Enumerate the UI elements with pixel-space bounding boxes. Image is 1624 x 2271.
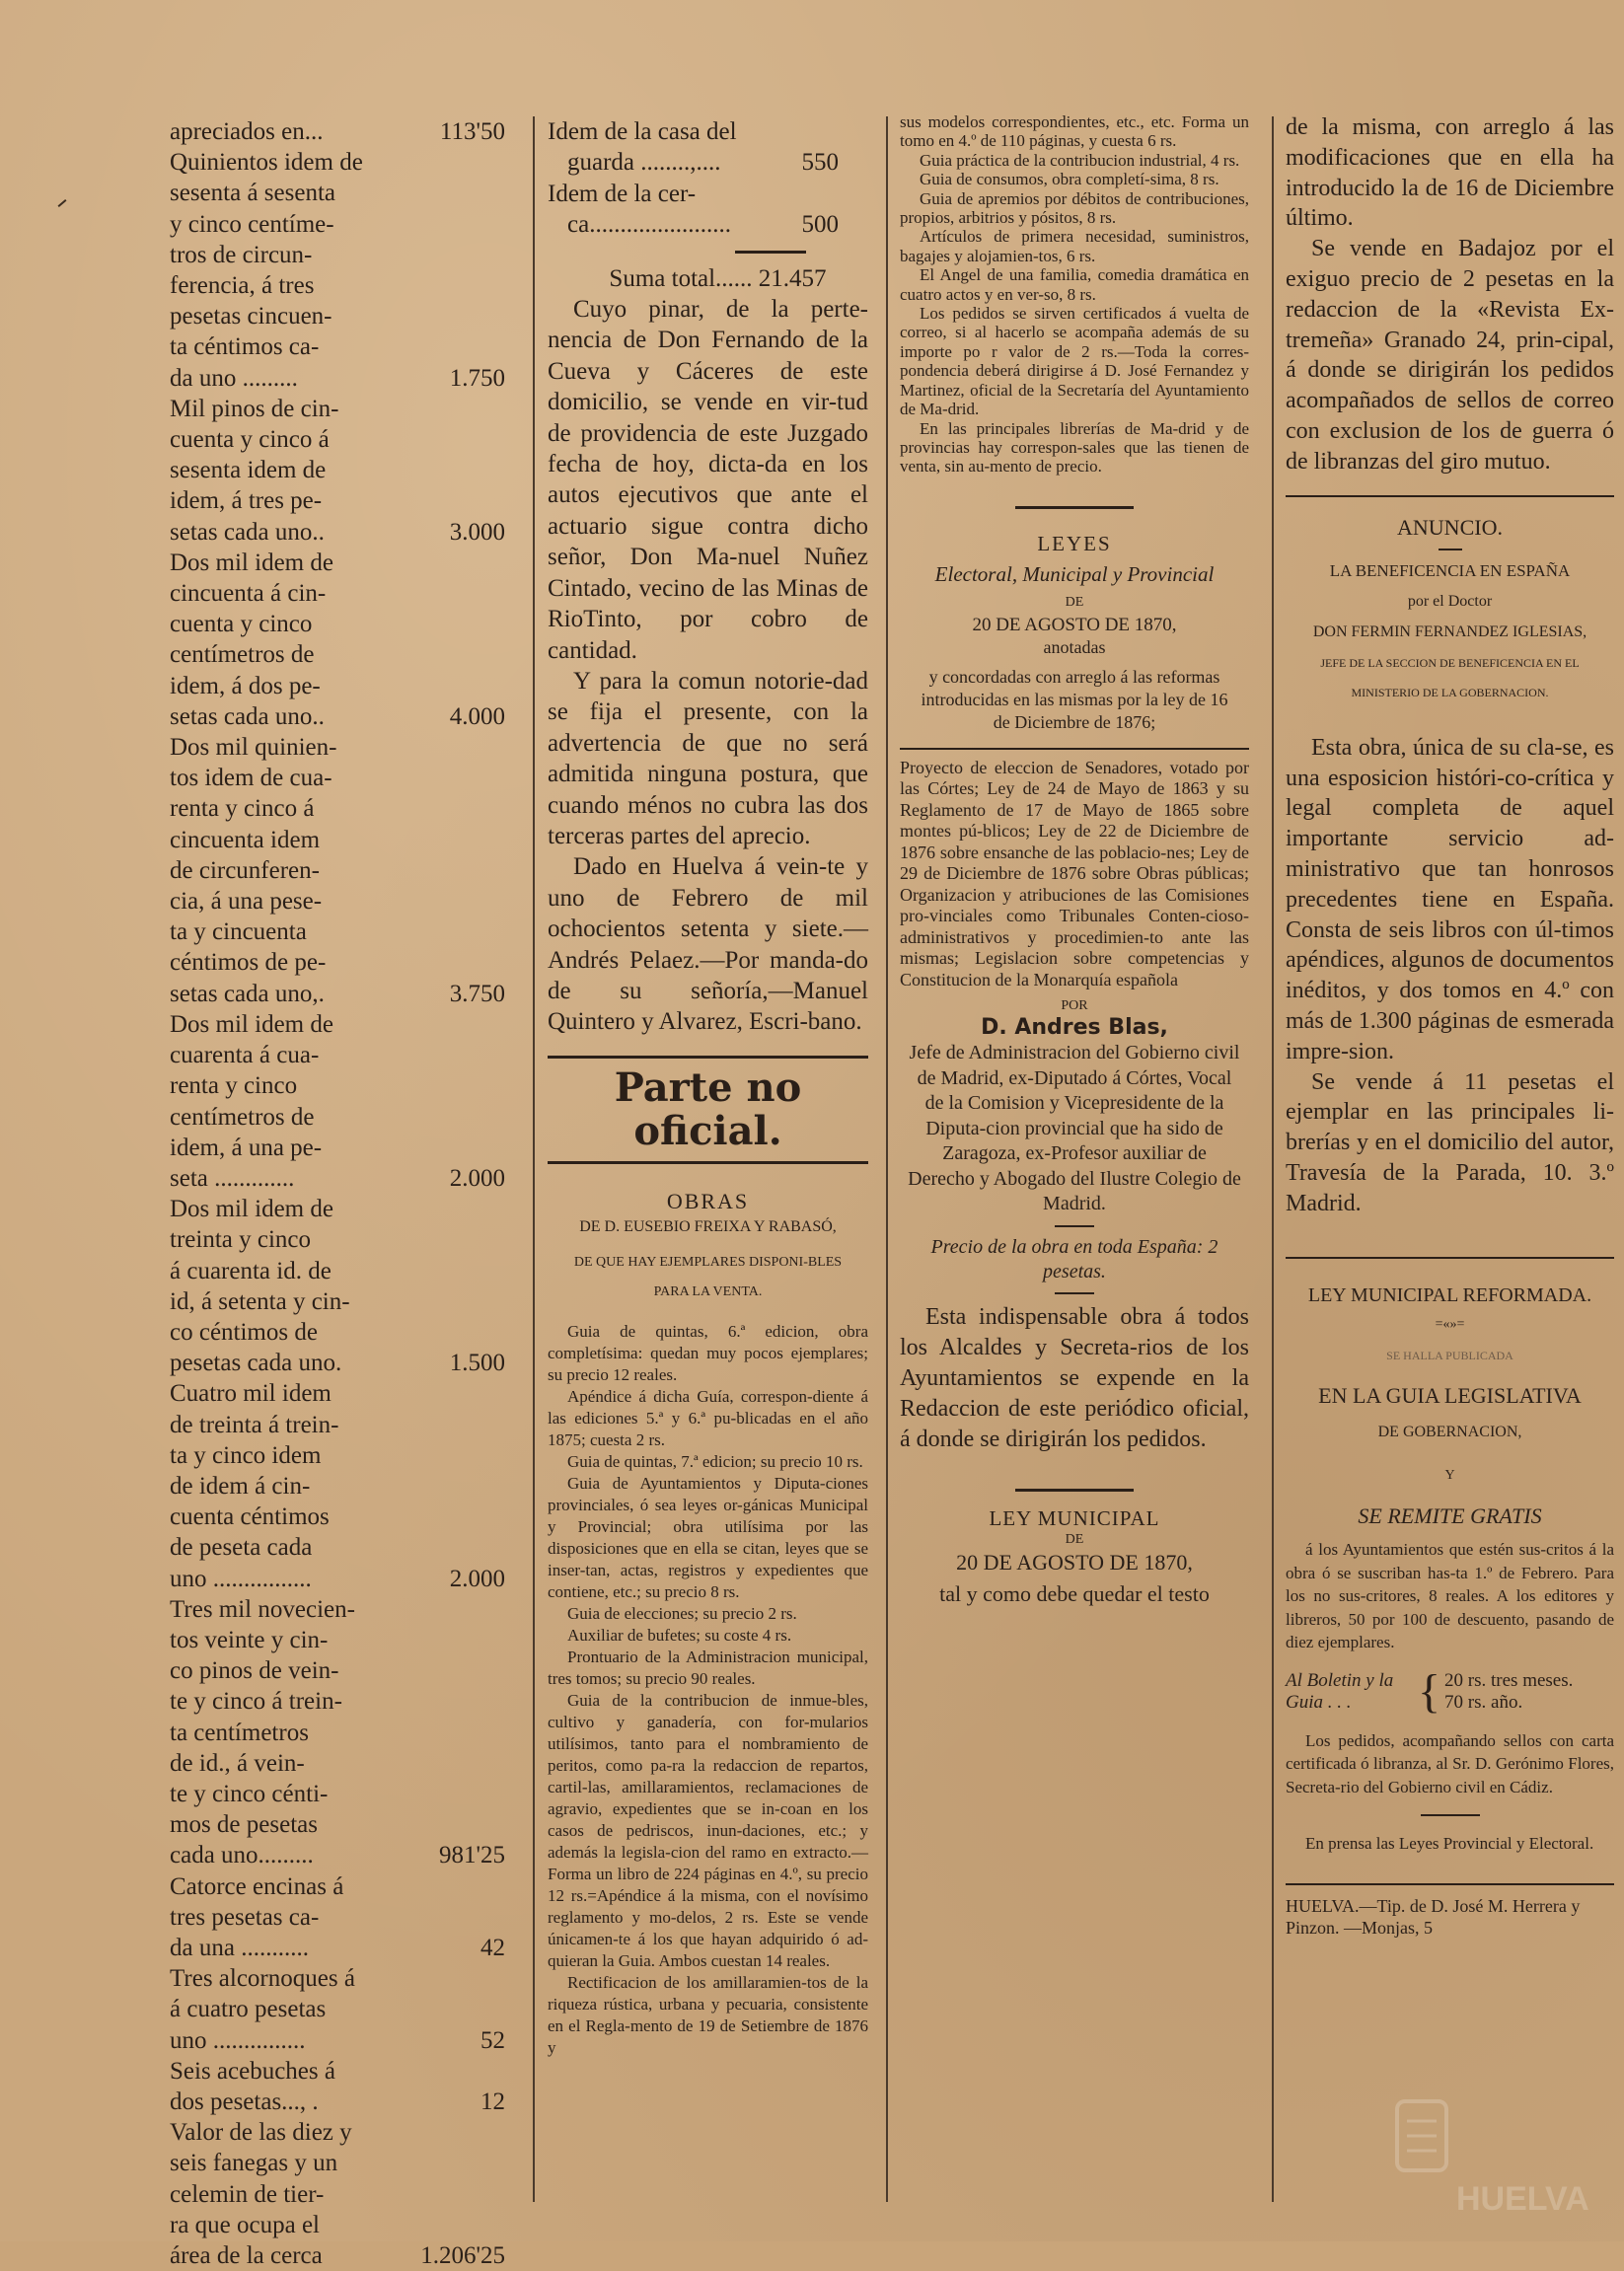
price-item — [170, 147, 505, 394]
item-description-line: área de la cerca — [170, 2242, 323, 2270]
item-description-line: cincuenta idem — [170, 826, 321, 853]
book-entry: Guia práctica de la contribucion industrial, 4 rs. — [920, 150, 1240, 170]
price-note: Precio de la obra en toda España: 2 pesetas. — [930, 1235, 1218, 1282]
item-description-line: cuenta céntimos — [170, 1503, 330, 1531]
item-description-line: Quinientos idem de — [170, 149, 363, 177]
item-description-line: seta ............. — [170, 1164, 295, 1192]
column-rule — [1272, 116, 1274, 2202]
column-1-price-list — [170, 116, 505, 2270]
obras-subtitle: DE QUE HAY EJEMPLARES DISPONI-BLES PARA LA VENTA. — [573, 1255, 843, 1300]
por-label: POR — [1061, 998, 1088, 1014]
item-description-line: ta céntimos ca- — [170, 333, 320, 361]
item-description-line: de id., á vein- — [170, 1749, 305, 1777]
en-prensa: En prensa las Leyes Provincial y Electoral. — [1305, 1834, 1594, 1854]
item-price: 981'25 — [438, 1842, 505, 1869]
item-description-line: Dos mil quinien- — [170, 734, 337, 762]
ley-reformada-title: LEY MUNICIPAL REFORMADA. — [1307, 1283, 1592, 1306]
item-description-line: centímetros de — [170, 1103, 315, 1131]
book-entry: sus modelos correspondientes, etc., etc. Forma un tomo en 4.º de 110 páginas, y cuesta 6 rs. — [900, 112, 1249, 151]
item-price: 52 — [480, 2026, 505, 2054]
watermark-text: HUELVA — [1456, 2180, 1589, 2218]
item-description-line: Seis acebuches á — [170, 2057, 335, 2085]
item-description-line: ferencia, á tres — [170, 272, 315, 300]
item-description-line: Tres alcornoques á — [170, 1965, 355, 1993]
item-description-line: ta centímetros — [170, 1719, 309, 1746]
column-3 — [900, 112, 1249, 2222]
item-description-line: ra que ocupa el — [170, 2211, 321, 2238]
se-halla: SE HALLA PUBLICADA — [1386, 1349, 1513, 1363]
subscription-table — [1286, 1664, 1614, 1718]
item-description-line: idem, á una pe- — [170, 1134, 323, 1161]
obras-title: OBRAS — [666, 1188, 750, 1213]
item-description-line: guarda ........,.... — [567, 149, 721, 177]
price-item — [170, 1594, 505, 1871]
anuncio-title: ANUNCIO. — [1397, 514, 1503, 540]
item-price: 12 — [480, 2088, 505, 2115]
item-description-line: treinta y cinco — [170, 1226, 311, 1254]
item-description-line: da uno ......... — [170, 364, 298, 392]
item-description-line: seis fanegas y un — [170, 2150, 338, 2177]
item-description-line: á cuatro pesetas — [170, 1996, 327, 2023]
item-description-line: Dos mil idem de — [170, 1196, 333, 1223]
item-description-line: á cuarenta id. de — [170, 1257, 332, 1284]
ornament: =«»= — [1435, 1317, 1465, 1333]
price-item — [170, 2056, 505, 2117]
item-description-line: Dos mil idem de — [170, 549, 333, 576]
price-item — [170, 1871, 505, 1964]
item-description-line: Cuatro mil idem — [170, 1380, 332, 1408]
item-description-line: setas cada uno.. — [170, 702, 325, 730]
item-description-line: pesetas cada uno. — [170, 1350, 342, 1377]
book-entry: Prontuario de la Administracion municipal, tres tomos; su precio 90 reales. — [548, 1648, 868, 1689]
item-price: 4.000 — [449, 702, 505, 730]
book-entry: Apéndice á dicha Guía, correspon-diente á las ediciones 5.ª y 6.ª pu-blicadas en el año 1875; cuesta 2 rs. — [548, 1387, 868, 1450]
item-description-line: co céntimos de — [170, 1318, 318, 1346]
book-entry: Rectificacion de los amillaramien-tos de la riqueza rústica, urbana y pecuaria, consistente en el Regla-mento de 19 de Setiembre de 1876 y — [548, 1973, 868, 2058]
item-description-line: ca....................... — [567, 211, 731, 239]
item-description-line: céntimos de pe- — [170, 949, 327, 977]
item-description-line: de circunferen- — [170, 856, 320, 884]
item-price: 3.000 — [449, 518, 505, 546]
price-item — [170, 1194, 505, 1378]
item-description-line: cada uno......... — [170, 1842, 314, 1869]
book-entry: Los pedidos se sirven certificados á vuelta de correo, si al hacerlo se acompaña además de su importe po r valor de 2 rs.—Toda la corres-pondencia deberá dirigirse á D. José Fernandez y Martinez, oficial de la Secretaría del Ayuntamiento de Ma-drid. — [900, 304, 1249, 419]
ley-date: 20 DE AGOSTO DE 1870, — [956, 1550, 1193, 1575]
item-price: 1.206'25 — [420, 2242, 505, 2270]
book-list-continued — [900, 112, 1249, 476]
brace-glyph: { — [1418, 1664, 1441, 1718]
book-entry: Auxiliar de bufetes; su coste 4 rs. — [567, 1626, 792, 1646]
book-list — [548, 1321, 868, 2059]
separator-rule — [1286, 1257, 1614, 1259]
separator-rule — [1015, 506, 1134, 509]
price-item — [170, 732, 505, 1009]
item-price: 42 — [480, 1934, 505, 1961]
item-description-line: mos de pesetas — [170, 1811, 318, 1839]
edict-signature: Dado en Huelva á vein-te y uno de Febrero de mil ochocientos setenta y siete.—Andrés Pelaez.—Por manda-do de su señoría,—Manuel Quintero y Alvarez, Escri-bano. — [548, 853, 868, 1036]
item-price: 3.750 — [449, 980, 505, 1007]
item-description-line: y cinco centíme- — [170, 210, 334, 238]
item-description-line: cia, á una pese- — [170, 888, 323, 916]
book-entry: Artículos de primera necesidad, suministros, bagajes y alojamien-tos, 6 rs. — [900, 227, 1249, 265]
item-description-line: Tres mil novecien- — [170, 1595, 355, 1623]
item-description-line: renta y cinco — [170, 1072, 298, 1100]
separator-rule — [1286, 495, 1614, 497]
item-description-line: cuenta y cinco — [170, 611, 313, 638]
imprenta: HUELVA.—Tip. de D. José M. Herrera y Pinzon. —Monjas, 5 — [1286, 1895, 1581, 1938]
ley-de: DE — [1065, 1531, 1084, 1547]
sum-total: Suma total...... 21.457 — [609, 264, 827, 292]
leyes-date: 20 DE AGOSTO DE 1870, — [972, 614, 1177, 635]
archive-watermark — [1387, 2091, 1604, 2220]
item-price: 113'50 — [439, 118, 505, 145]
column-rule — [533, 116, 535, 2202]
revista-sales: Se vende en Badajoz por el exiguo precio de 2 pesetas en la redaccion de la «Revista Ex-tremeña» Granado 24, prin-cipal, á donde se dirigirán los pedidos acompañados de sellos de correo con exclusion de los de guerra ó de libranzas del giro mutuo. — [1286, 236, 1614, 475]
separator-rule — [1421, 1814, 1480, 1816]
anuncio-book: LA BENEFICENCIA EN ESPAÑA — [1329, 561, 1571, 581]
item-description-line: setas cada uno,. — [170, 980, 325, 1007]
item-description-line: id, á setenta y cin- — [170, 1287, 350, 1315]
item-description-line: ta y cincuenta — [170, 918, 307, 946]
item-description-line: celemin de tier- — [170, 2180, 325, 2208]
remite-gratis: SE REMITE GRATIS — [1358, 1503, 1542, 1529]
author-titles: Jefe de Administracion del Gobierno civil de Madrid, ex-Diputado á Córtes, Vocal de la Comision y Vicepresidente de la Diputa-cion provincial que ha sido de Zaragoza, ex-Profesor auxiliar de Derecho y Abogado del Ilustre Colegio de Madrid. — [908, 1042, 1241, 1215]
item-description-line: sesenta idem de — [170, 457, 327, 484]
item-description-line: centímetros de — [170, 641, 315, 669]
book-entry: Guia de consumos, obra completí-sima, 8 rs. — [920, 170, 1219, 189]
item-description-line: de treinta á trein- — [170, 1411, 339, 1438]
item-description-line: pesetas cincuen- — [170, 303, 332, 330]
pedidos-paragraph: Los pedidos, acompañando sellos con carta certificada ó libranza, al Sr. D. Gerónimo Flores, Secreta-rio del Gobierno civil en Cádiz. — [1286, 1730, 1614, 1796]
revista-paragraph: de la misma, con arreglo á las modificaciones que en ella ha introducido la de 16 de Diciembre último. — [1286, 114, 1614, 232]
sales-paragraph: Esta indispensable obra á todos los Alcaldes y Secreta-rios de los Ayuntamientos se expende en la Redaccion de este periódico oficial, á donde se dirigirán los pedidos. — [900, 1303, 1249, 1452]
subscription-label: Guia . . . — [1286, 1691, 1352, 1713]
item-description-line: idem, á dos pe- — [170, 672, 321, 699]
anuncio-paragraph: Esta obra, única de su cla-se, es una esposicion históri-co-crítica y legal completa de aquel importante servicio ad-ministrativo que tan honrosos precedentes tiene en España. Consta de seis libros con úl-timos apéndices, algunos de documentos inéditos, y dos tomos en 4.º con más de 1.300 páginas de esmerada impre-sion. — [1286, 734, 1614, 1064]
item-price: 2.000 — [449, 1565, 505, 1592]
item-description-line: tres pesetas ca- — [170, 1903, 320, 1931]
price-item — [170, 1009, 505, 1194]
column-rule — [886, 116, 888, 2202]
author-name: D. Andres Blas, — [981, 1014, 1168, 1040]
separator-rule — [1439, 549, 1462, 550]
item-description-line: Dos mil idem de — [170, 1010, 333, 1038]
sum-rule — [735, 251, 806, 254]
ley-municipal-title: LEY MUNICIPAL — [989, 1505, 1160, 1530]
anuncio-sales: Se vende á 11 pesetas el ejemplar en las principales li-brerías y en el domicilio del autor, Travesía de la Parada, 10. 3.º Madrid. — [1286, 1068, 1614, 1216]
item-description-line: setas cada uno.. — [170, 518, 325, 546]
column-2 — [548, 116, 868, 2222]
edict-paragraph: Y para la comun notorie-dad se fija el presente, con la advertencia de que no será admitida ninguna postura, que cuando ménos no cubra las dos terceras partes del aprecio. — [548, 667, 868, 849]
item-description-line: Valor de las diez y — [170, 2119, 352, 2147]
book-entry: En las principales librerías de Ma-drid y de provincias hay correspon-sales que las tienen de venta, sin au-mento de precio. — [900, 418, 1249, 476]
item-description-line: co pinos de vein- — [170, 1657, 339, 1685]
column-4 — [1286, 116, 1614, 2222]
item-description-line: apreciados en... — [170, 118, 324, 145]
price-item — [170, 1963, 505, 2056]
separator-rule — [900, 748, 1249, 750]
subscription-price: 70 rs. año. — [1444, 1691, 1523, 1713]
price-item — [548, 116, 868, 179]
ink-mark — [58, 199, 67, 207]
guia-paragraph: á los Ayuntamientos que estén sus-critos á la obra ó se suscriban has-ta 1.º de Febrero. Para los no sus-critores, 8 reales. A los editores y libreros, 50 por 100 de descuento, pasando de diez ejemplares. — [1286, 1540, 1614, 1652]
guia-y: Y — [1444, 1468, 1455, 1484]
item-price: 1.500 — [449, 1350, 505, 1377]
leyes-concord: y concordadas con arreglo á las reformas introducidas en las mismas por la ley de 16 de Diciembre de 1876; — [921, 666, 1228, 732]
section-banner: Parte no oficial. — [548, 1056, 868, 1164]
item-description-line: cuenta y cinco á — [170, 426, 330, 454]
price-list-continued — [548, 116, 868, 241]
book-entry: Guia de apremios por débitos de contribuciones, propios, arbitrios y pósitos, 8 rs. — [900, 188, 1249, 228]
item-description-line: da una ........... — [170, 1934, 309, 1961]
item-description-line: te y cinco á trein- — [170, 1688, 342, 1716]
separator-rule — [1015, 1489, 1134, 1492]
price-item — [170, 2117, 505, 2271]
item-description-line: cincuenta á cin- — [170, 580, 327, 608]
item-description-line: Mil pinos de cin- — [170, 395, 339, 422]
separator-rule — [1055, 1225, 1094, 1227]
item-description-line: Idem de la casa del — [548, 118, 737, 145]
separator-rule — [1286, 1883, 1614, 1885]
item-description-line: renta y cinco á — [170, 795, 315, 823]
edict-paragraph: Cuyo pinar, de la perte-nencia de Don Fernando de la Cueva y Cáceres de este domicilio, se vende en vir-tud de providencia de este Juzgado fecha de hoy, dicta-da en los autos ejecutivos que ante el actuario sigue contra dicho señor, Don Ma-nuel Nuñez Cintado, vecino de las Minas de RioTinto, por cobro de cantidad. — [548, 296, 868, 664]
book-entry: Guia de Ayuntamientos y Diputa-ciones provinciales, ó sea leyes or-gánicas Municipal y Provincial; obra utilísima por las disposiciones que en ella se citan, leyes que se inser-tan, actas, registros y expedientes que contiene, etc.; su precio 8 rs. — [548, 1474, 868, 1602]
price-item — [170, 1378, 505, 1593]
book-entry: Guia de quintas, 7.ª edicion; su precio 10 rs. — [567, 1452, 863, 1472]
leyes-contents: Proyecto de eleccion de Senadores, votado por las Córtes; Ley de 24 de Mayo de 1863 y su Reglamento de 17 de Mayo de 1865 sobre montes pú-blicos; Ley de 22 de Diciembre de 1876 sobre ensanche de las poblacio-nes; Ley de 29 de Diciembre de 1876 sobre Obras públicas; Organizacion y atribuciones de las Comisiones pro-vinciales como Tribunales Conten-cioso-administrativos y procedimien-to ante las mismas; Legislacion sobre competencias y Constitucion de la Monarquía española — [900, 757, 1249, 989]
price-item — [548, 179, 868, 241]
subscription-prices — [1444, 1670, 1573, 1714]
item-description-line: tros de circun- — [170, 241, 313, 268]
price-item — [170, 116, 505, 147]
item-description-line: uno ................ — [170, 1565, 312, 1592]
item-description-line: idem, á tres pe- — [170, 487, 323, 515]
item-price: 550 — [801, 149, 839, 177]
item-price: 500 — [801, 211, 839, 239]
item-description-line: Catorce encinas á — [170, 1872, 344, 1900]
book-entry: Guia de quintas, 6.ª edicion, obra completísima: quedan muy pocos ejemplares; su precio 12 reales. — [548, 1322, 868, 1385]
item-description-line: te y cinco cénti- — [170, 1780, 329, 1807]
item-description-line: Idem de la cer- — [548, 180, 697, 207]
item-description-line: dos pesetas..., . — [170, 2088, 319, 2115]
book-entry: El Angel de una familia, comedia dramática en cuatro actos y en ver-so, 8 rs. — [900, 265, 1249, 304]
item-description-line: de idem á cin- — [170, 1472, 311, 1500]
subscription-price: 20 rs. tres meses. — [1444, 1669, 1574, 1691]
book-entry: Guia de elecciones; su precio 2 rs. — [567, 1604, 797, 1624]
guia-title: EN LA GUIA LEGISLATIVA — [1318, 1382, 1582, 1408]
item-description-line: tos idem de cua- — [170, 765, 332, 792]
leyes-anotadas: anotadas — [1043, 637, 1106, 658]
book-entry: Guia de la contribucion de inmue-bles, cultivo y ganadería, con for-mularios utilísimos, tanto para el nombramiento de peritos, como pa-ra la redaccion de repartos, cartil-las, amillaramientos, reclamaciones de agravio, expedientes que se in-coan en los casos de pedriscos, inun-daciones, etc.; y además la legisla-cion del ramo en extracto.—Forma un libro de 224 páginas en 4.º, su precio 12 rs.=Apéndice á la misma, con el novísimo reglamento y mo-delos, 2 rs. Este se vende únicamen-te á los que hayan adquirido ó ad-quieran la Guia. Ambos cuestan 14 reales. — [548, 1691, 868, 1971]
subscription-labels — [1286, 1670, 1414, 1714]
separator-rule — [1055, 1292, 1094, 1294]
anuncio-doctor: DON FERMIN FERNANDEZ IGLESIAS, — [1312, 623, 1587, 640]
item-description-line: uno ............... — [170, 2026, 306, 2054]
obras-author: DE D. EUSEBIO FREIXA Y RABASÓ, — [579, 1218, 837, 1236]
item-description-line: ta y cinco idem — [170, 1441, 322, 1469]
guia-gob: DE GOBERNACION, — [1377, 1423, 1522, 1440]
leyes-subtitle: Electoral, Municipal y Provincial — [934, 562, 1215, 587]
item-description-line: tos veinte y cin- — [170, 1626, 329, 1653]
item-description-line: de peseta cada — [170, 1534, 313, 1562]
leyes-title: LEYES — [1037, 531, 1112, 555]
item-price: 1.750 — [449, 364, 505, 392]
price-item — [170, 548, 505, 732]
anuncio-cargo: JEFE DE LA SECCION DE BENEFICENCIA EN EL MINISTERIO DE LA GOBERNACION. — [1320, 655, 1580, 699]
ley-text: tal y como debe quedar el testo — [939, 1580, 1210, 1606]
item-description-line: cuarenta á cua- — [170, 1042, 320, 1069]
item-description-line: sesenta á sesenta — [170, 180, 335, 207]
anuncio-por: por el Doctor — [1407, 593, 1493, 611]
subscription-label: Al Boletin y la — [1286, 1669, 1394, 1691]
price-item — [170, 394, 505, 548]
item-price: 2.000 — [449, 1164, 505, 1192]
leyes-de: DE — [1065, 594, 1084, 610]
